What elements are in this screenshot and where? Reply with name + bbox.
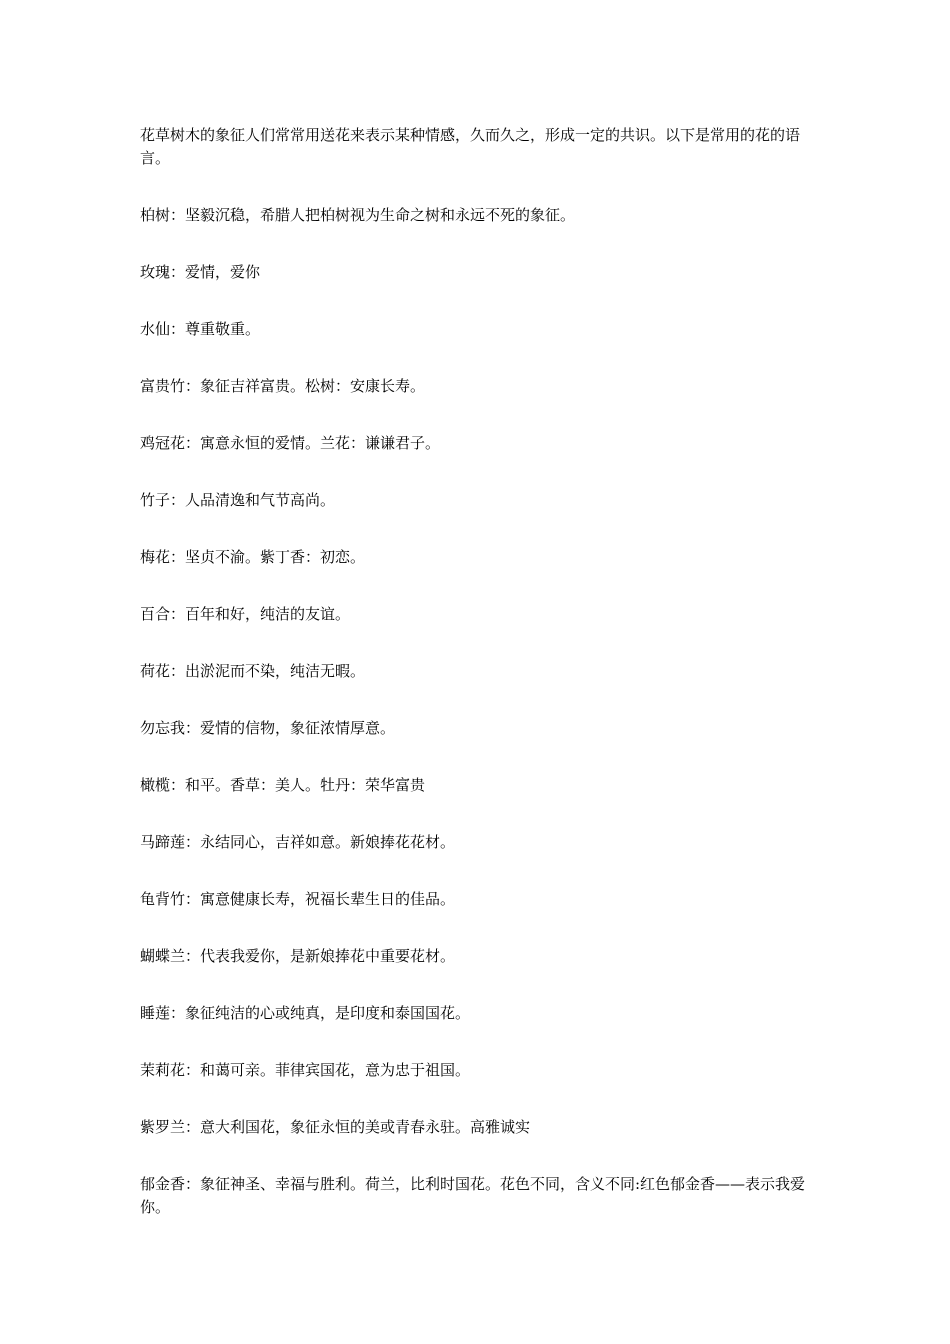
paragraph-lotus: 荷花：出淤泥而不染，纯洁无暇。 xyxy=(140,662,366,680)
paragraph-tulip: 郁金香：象征神圣、幸福与胜利。荷兰，比利时国花。花色不同，含义不同:红色郁金香——表示我爱你。 xyxy=(140,1175,806,1216)
paragraph-narcissus: 水仙：尊重敬重。 xyxy=(140,320,261,338)
paragraph-rose: 玫瑰：爱情，爱你 xyxy=(140,263,261,281)
paragraph-plum-blossom: 梅花：坚贞不渝。紫丁香：初恋。 xyxy=(140,548,366,566)
paragraph-monstera: 龟背竹：寓意健康长寿，祝福长辈生日的佳品。 xyxy=(140,890,456,908)
paragraph-orchid: 蝴蝶兰：代表我爱你，是新娘捧花中重要花材。 xyxy=(140,947,456,965)
document-body xyxy=(140,124,812,1219)
paragraph-forget-me-not: 勿忘我：爱情的信物，象征浓情厚意。 xyxy=(140,719,396,737)
paragraph-bamboo: 竹子：人品清逸和气节高尚。 xyxy=(140,491,336,509)
paragraph-jasmine: 茉莉花：和蔼可亲。菲律宾国花，意为忠于祖国。 xyxy=(140,1061,471,1079)
paragraph-water-lily: 睡莲：象征纯洁的心或纯真，是印度和泰国国花。 xyxy=(140,1004,471,1022)
paragraph-cypress: 柏树：坚毅沉稳，希腊人把柏树视为生命之树和永远不死的象征。 xyxy=(140,206,576,224)
paragraph-lucky-bamboo: 富贵竹：象征吉祥富贵。松树：安康长寿。 xyxy=(140,377,426,395)
paragraph-cockscomb: 鸡冠花：寓意永恒的爱情。兰花：谦谦君子。 xyxy=(140,434,441,452)
paragraph-lily: 百合：百年和好，纯洁的友谊。 xyxy=(140,605,351,623)
paragraph-calla-lily: 马蹄莲：永结同心，吉祥如意。新娘捧花花材。 xyxy=(140,833,456,851)
paragraph-violet: 紫罗兰：意大利国花，象征永恒的美或青春永驻。高雅诚实 xyxy=(140,1118,531,1136)
intro-paragraph: 花草树木的象征人们常常用送花来表示某种情感，久而久之，形成一定的共识。以下是常用的花的语言。 xyxy=(140,126,801,167)
paragraph-olive: 橄榄：和平。香草：美人。牡丹：荣华富贵 xyxy=(140,776,426,794)
